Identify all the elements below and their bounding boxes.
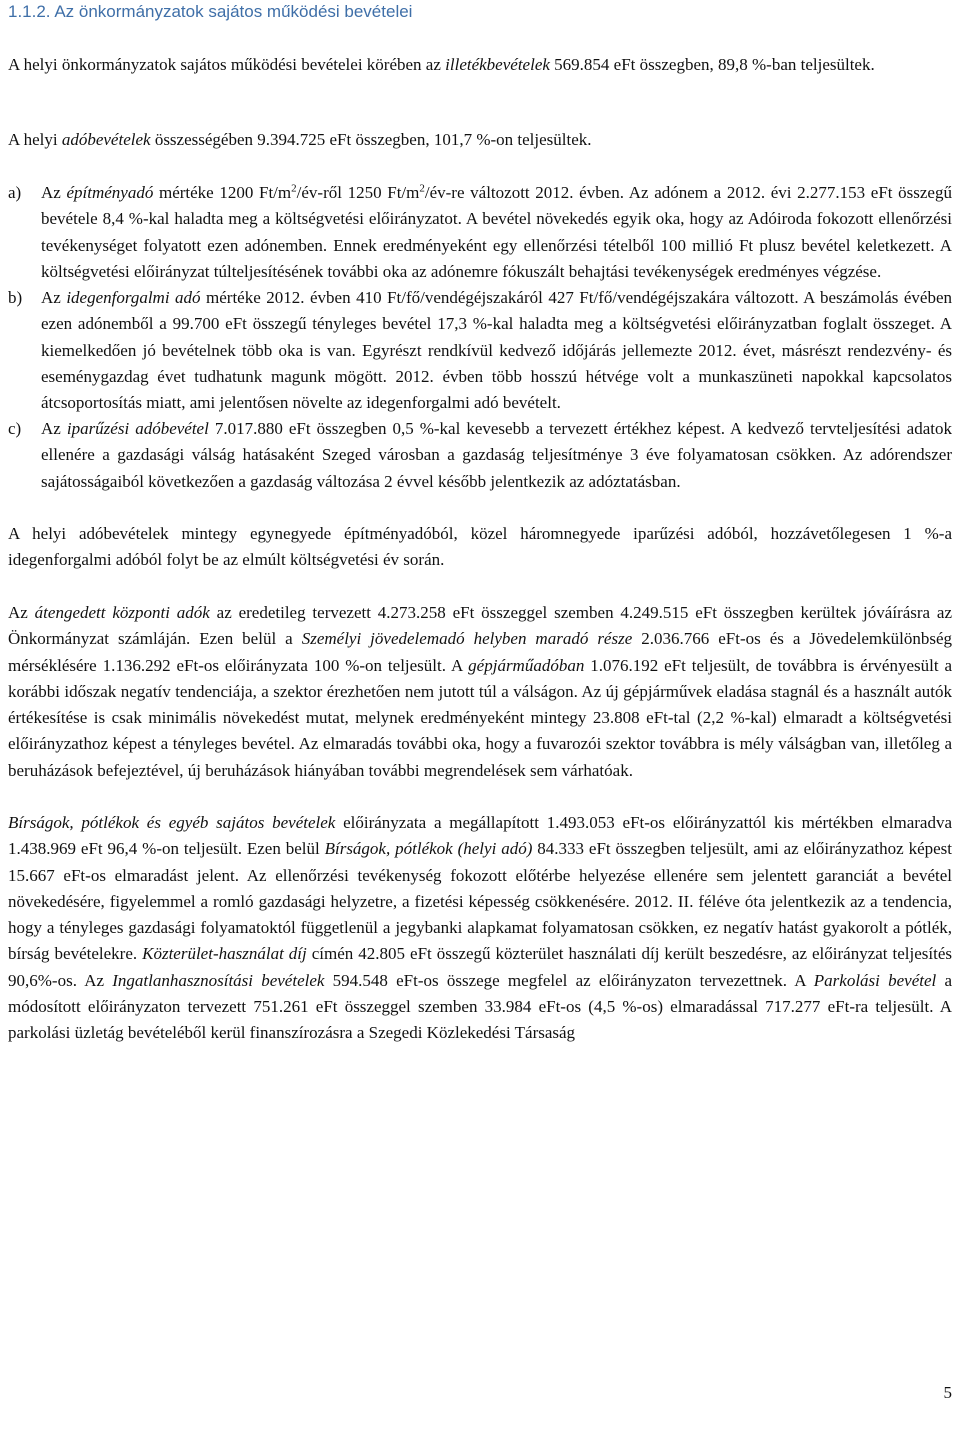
emphasis: Parkolási bevétel: [813, 970, 937, 990]
text-run: Az: [41, 419, 67, 438]
emphasis: Személyi jövedelemadó helyben maradó része: [301, 629, 633, 649]
text-run: mértéke 2012. évben 410 Ft/fő/vendégéjszakáról 427 Ft/fő/vendégéjszakára változott. A beszámolás évében ezen adónemből a 99.700 eFt összegű tényleges bevétel 17,3 %-kal haladta meg a költségvetési előirányzatban foglalt összeget. A kiemelkedően jó bevételnek több oka is van. Egyrészt rendkívül kedvező időjárás jellemezte 2012. évet, másrészt rendezvény- és eseménygazdag évet tudhatunk magunk mögött. 2012. évben több hosszú hétvége volt a munkaszüneti napokkal kapcsolatos átcsoportosítás miatt, ami jelentősen növelte az idegenforgalmi adó bevételt.: [41, 288, 952, 413]
text-run: a módosított előirányzaton tervezett 751.261 eFt összeggel szemben 33.984 eFt-os (4,5 %-os) elmaradással 717.277 eFt-ra teljesült. A parkolási üzletág bevételéből kerül finanszírozásra a Szegedi Közlekedési Társaság: [8, 970, 952, 1043]
text-run: Az: [8, 603, 35, 622]
superscript: 2: [291, 182, 297, 195]
list-label: c): [8, 419, 22, 438]
list-label: b): [8, 288, 23, 307]
emphasis: Ingatlanhasznosítási bevételek: [112, 970, 325, 990]
list-text: [41, 416, 952, 495]
text-run: 84.333 eFt összegben teljesült, ami az előirányzathoz képest 15.667 eFt-os elmaradást jelent. Az ellenőrzési tevékenység fokozott előtérbe helyezése ellenére sem jelentett garanciát a bevétel növekedésére, figyelemmel a romló gazdasági helyzetre, a fizetési képesség csökkenésére. 2012. II. féléve óta jelentkezik az a tendencia, hogy a tényleges gazdasági folyamatoktól függetlenül a jegybanki alapkamat folyamatosan csökken, ez negatív hatást gyakorolt a pótlék, bírság bevételekre.: [8, 839, 952, 964]
text-run: /év-re változott 2012. évben. Az adónem a 2012. évi 2.277.153 eFt összegű bevétele 8,4 %-kal haladta meg a költségvetési előirányzatot. A bevétel növekedés egyik oka, hogy az Adóiroda fokozott ellenőrzési tevékenységet folyatott ezen adónemben. Ennek eredményeként egy ellenőrzési tételből 100 millió Ft plusz bevétel keletkezett. A költségvetési előirányzat túlteljesítésének további oka az adónemre fókuszált behajtási tevékenységek eredményes végzése.: [41, 183, 952, 281]
emphasis: iparűzési adóbevétel: [66, 419, 209, 438]
list-text: [41, 180, 952, 285]
text-run: 1.076.192 eFt teljesült, de továbbra is érvényesült a korábbi időszak negatív tendenciája, a szektor érezhetően nem jutott túl a válságon. Az új gépjárművek eladása stagnál és a használt autók értékesítése is csak minimális növekedést mutat, melynek eredményeként mintegy 23.808 eFt-tal (2,2 %-kal) elmaradt a költségvetési előirányzathoz képest a tényleges bevétel. Az elmaradás további oka, hogy a fuvarozói szektor továbbra is mély válságban van, illetőleg a beruházások befejeztével, új beruházások hiányában további megrendelések sem várhatóak.: [8, 655, 952, 780]
emphasis: idegenforgalmi adó: [66, 288, 201, 307]
text-run: Az: [41, 288, 67, 307]
text-run: összességében 9.394.725 eFt összegben, 101,7 %-on teljesültek.: [150, 130, 592, 149]
list-item-a: [8, 180, 952, 285]
page-number: 5: [943, 1383, 952, 1402]
list-item-b: [8, 285, 952, 416]
text-run: mértéke 1200 Ft/m: [153, 183, 292, 202]
text-run: A helyi: [8, 130, 62, 149]
emphasis: Bírságok, pótlékok és egyéb sajátos bevételek: [8, 813, 336, 832]
emphasis: átengedett központi adók: [34, 603, 210, 622]
paragraph-illetek: [8, 52, 952, 78]
emphasis: Közterület-használat díj: [142, 944, 307, 964]
paragraph-adobevetelek: [8, 127, 952, 153]
text-run: az eredetileg tervezett 4.273.258 eFt összeggel szemben 4.249.515 eFt összegben kerültek jóváírásra az Önkormányzat számláján. Ezen belül a: [8, 603, 952, 649]
text-run: 2.036.766 eFt-os és a Jövedelemkülönbség mérséklésére 1.136.292 eFt-os előirányzata 100 %-on teljesült. A: [8, 629, 953, 675]
paragraph-atengedett-adok: [8, 600, 952, 784]
text-run: 7.017.880 eFt összegben 0,5 %-kal kevesebb a tervezett értékhez képest. A kedvező tervteljesítési adatok ellenére a gazdasági válság hatásaként Szeged városban a gazdaság teljesítménye 3 éve folyamatosan csökken. Az adórendszer sajátosságaiból következően a gazdaság változása 2 évvel később jelentkezik az adóztatásban.: [41, 419, 952, 491]
emphasis: illetékbevételek: [445, 55, 550, 74]
paragraph-birsagok: [8, 810, 952, 1047]
emphasis: építményadó: [66, 183, 154, 202]
emphasis: adóbevételek: [61, 130, 151, 149]
paragraph-megoszlas: A helyi adóbevételek mintegy egynegyede építményadóból, közel háromnegyede iparűzési adóból, hozzávetőlegesen 1 %-a idegenforgalmi adóból folyt be az elmúlt költségvetési év során.: [8, 524, 952, 570]
text-run: Az: [41, 183, 67, 202]
superscript: 2: [419, 182, 425, 195]
text-run: 594.548 eFt-os összege megfelel az előirányzaton tervezettnek. A: [324, 970, 814, 990]
text-run: címén 42.805 eFt összegű közterület használati díj került beszedésre, az előirányzat teljesítés 90,6%-os. Az: [8, 944, 952, 990]
text-run: 569.854 eFt összegben, 89,8 %-ban teljesültek.: [549, 55, 875, 74]
emphasis: gépjárműadóban: [468, 655, 585, 675]
text-run: /év-ről 1250 Ft/m: [296, 183, 420, 202]
text-run: A helyi önkormányzatok sajátos működési bevételei körében az: [8, 55, 446, 74]
text-run: előirányzata a megállapított 1.493.053 eFt-os előirányzattól kis mértékben elmaradva 1.438.969 eFt 96,4 %-on teljesült. Ezen belül: [8, 813, 952, 859]
list-label: a): [8, 183, 22, 202]
list-item-c: [8, 416, 952, 495]
emphasis: Bírságok, pótlékok (helyi adó): [324, 839, 533, 859]
section-heading: 1.1.2. Az önkormányzatok sajátos működési bevételei: [8, 2, 413, 21]
list-text: [41, 285, 952, 416]
